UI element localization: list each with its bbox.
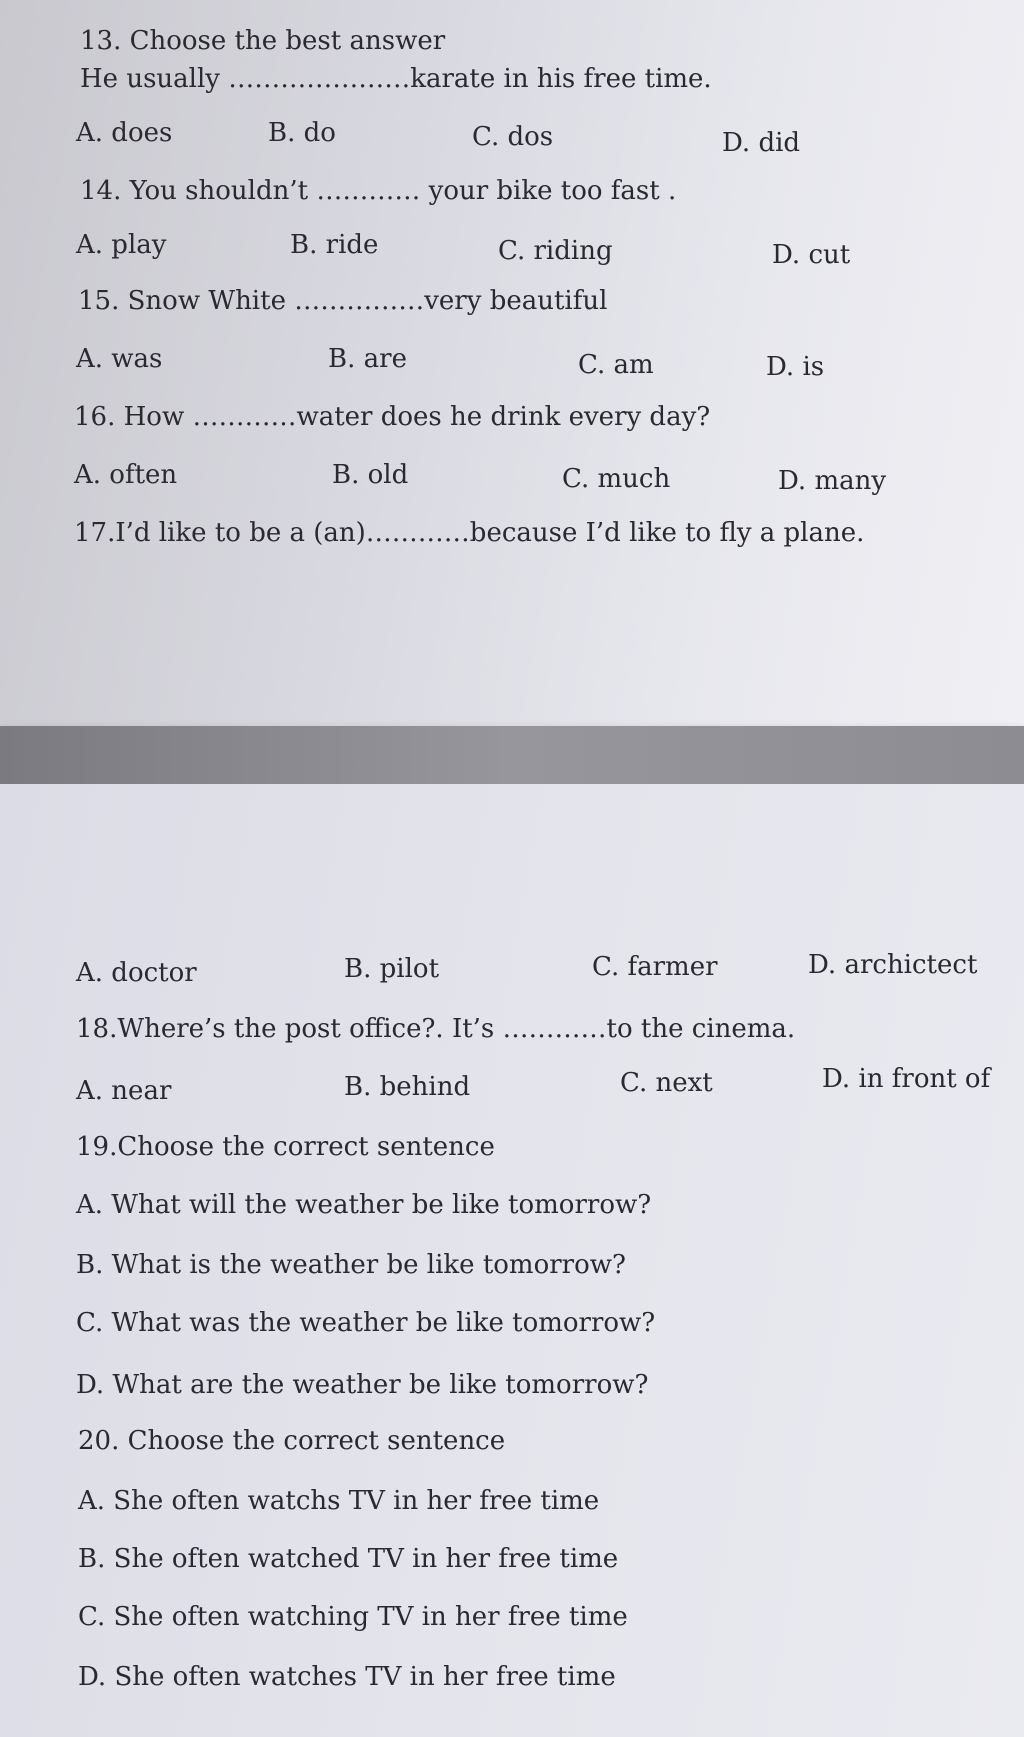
q15-stem-end: very beautiful — [424, 286, 608, 316]
q13-option-a[interactable]: A. does — [76, 118, 173, 148]
q15-option-c[interactable]: C. am — [578, 350, 654, 380]
q13-option-d[interactable]: D. did — [722, 128, 801, 158]
q14-stem-end: your bike too fast . — [428, 176, 677, 206]
q16-option-c[interactable]: C. much — [562, 464, 671, 494]
q17-stem — [74, 518, 864, 548]
q20-option-d[interactable]: D. She often watches TV in her free time — [78, 1662, 616, 1692]
q17-stem-end: because I’d like to fly a plane. — [469, 518, 865, 548]
q14-stem — [80, 176, 676, 206]
q19-option-b[interactable]: B. What is the weather be like tomorrow? — [76, 1250, 626, 1280]
q18-stem — [76, 1014, 795, 1044]
q18-blank[interactable]: ………… — [502, 1014, 607, 1044]
q14-option-c[interactable]: C. riding — [498, 236, 613, 266]
q19-option-a[interactable]: A. What will the weather be like tomorrow? — [76, 1190, 652, 1220]
q15-option-b[interactable]: B. are — [328, 344, 407, 374]
q20-option-c[interactable]: C. She often watching TV in her free time — [78, 1602, 628, 1632]
q16-blank[interactable]: ………… — [192, 402, 297, 432]
q17-option-b[interactable]: B. pilot — [344, 954, 440, 984]
q17-option-d[interactable]: D. archictect — [808, 950, 978, 980]
q18-stem-start: 18.Where’s the post office?. It’s — [76, 1014, 495, 1044]
q18-stem-end: to the cinema. — [606, 1014, 796, 1044]
q17-option-c[interactable]: C. farmer — [592, 952, 718, 982]
q19-option-c[interactable]: C. What was the weather be like tomorrow? — [76, 1308, 656, 1338]
q14-blank[interactable]: ………… — [316, 176, 421, 206]
q20-option-b[interactable]: B. She often watched TV in her free time — [78, 1544, 619, 1574]
q15-blank[interactable]: …………… — [294, 286, 425, 316]
q16-option-a[interactable]: A. often — [74, 460, 178, 490]
q14-option-b[interactable]: B. ride — [290, 230, 379, 260]
q18-option-c[interactable]: C. next — [620, 1068, 713, 1098]
q20-option-a[interactable]: A. She often watchs TV in her free time — [78, 1486, 600, 1516]
q16-stem — [74, 402, 710, 432]
q19-option-d[interactable]: D. What are the weather be like tomorrow? — [76, 1370, 649, 1400]
q17-option-a[interactable]: A. doctor — [76, 958, 197, 988]
q13-stem-start: He usually — [80, 64, 220, 94]
q14-stem-start: 14. You shouldn’t — [80, 176, 309, 206]
q18-option-d[interactable]: D. in front of — [822, 1064, 991, 1094]
q18-option-b[interactable]: B. behind — [344, 1072, 471, 1102]
q15-stem — [78, 286, 607, 316]
q18-option-a[interactable]: A. near — [76, 1076, 172, 1106]
q13-stem-end: karate in his free time. — [410, 64, 712, 94]
q17-blank[interactable]: ………… — [365, 518, 470, 548]
q13-blank[interactable]: ………………… — [228, 64, 411, 94]
q16-option-b[interactable]: B. old — [332, 460, 409, 490]
q20-title: 20. Choose the correct sentence — [78, 1426, 506, 1456]
q15-option-a[interactable]: A. was — [76, 344, 163, 374]
q13-option-c[interactable]: C. dos — [472, 122, 554, 152]
paper-fold-shadow — [0, 726, 1024, 784]
q16-stem-end: water does he drink every day? — [296, 402, 711, 432]
q15-stem-start: 15. Snow White — [78, 286, 286, 316]
q14-option-d[interactable]: D. cut — [772, 240, 851, 270]
q13-title: 13. Choose the best answer — [80, 26, 446, 56]
q15-option-d[interactable]: D. is — [766, 352, 825, 382]
q16-option-d[interactable]: D. many — [778, 466, 887, 496]
q17-stem-start: 17.I’d like to be a (an) — [74, 518, 366, 548]
q13-option-b[interactable]: B. do — [268, 118, 336, 148]
q14-option-a[interactable]: A. play — [76, 230, 167, 260]
q19-title: 19.Choose the correct sentence — [76, 1132, 495, 1162]
q13-stem — [80, 64, 712, 94]
q16-stem-start: 16. How — [74, 402, 185, 432]
